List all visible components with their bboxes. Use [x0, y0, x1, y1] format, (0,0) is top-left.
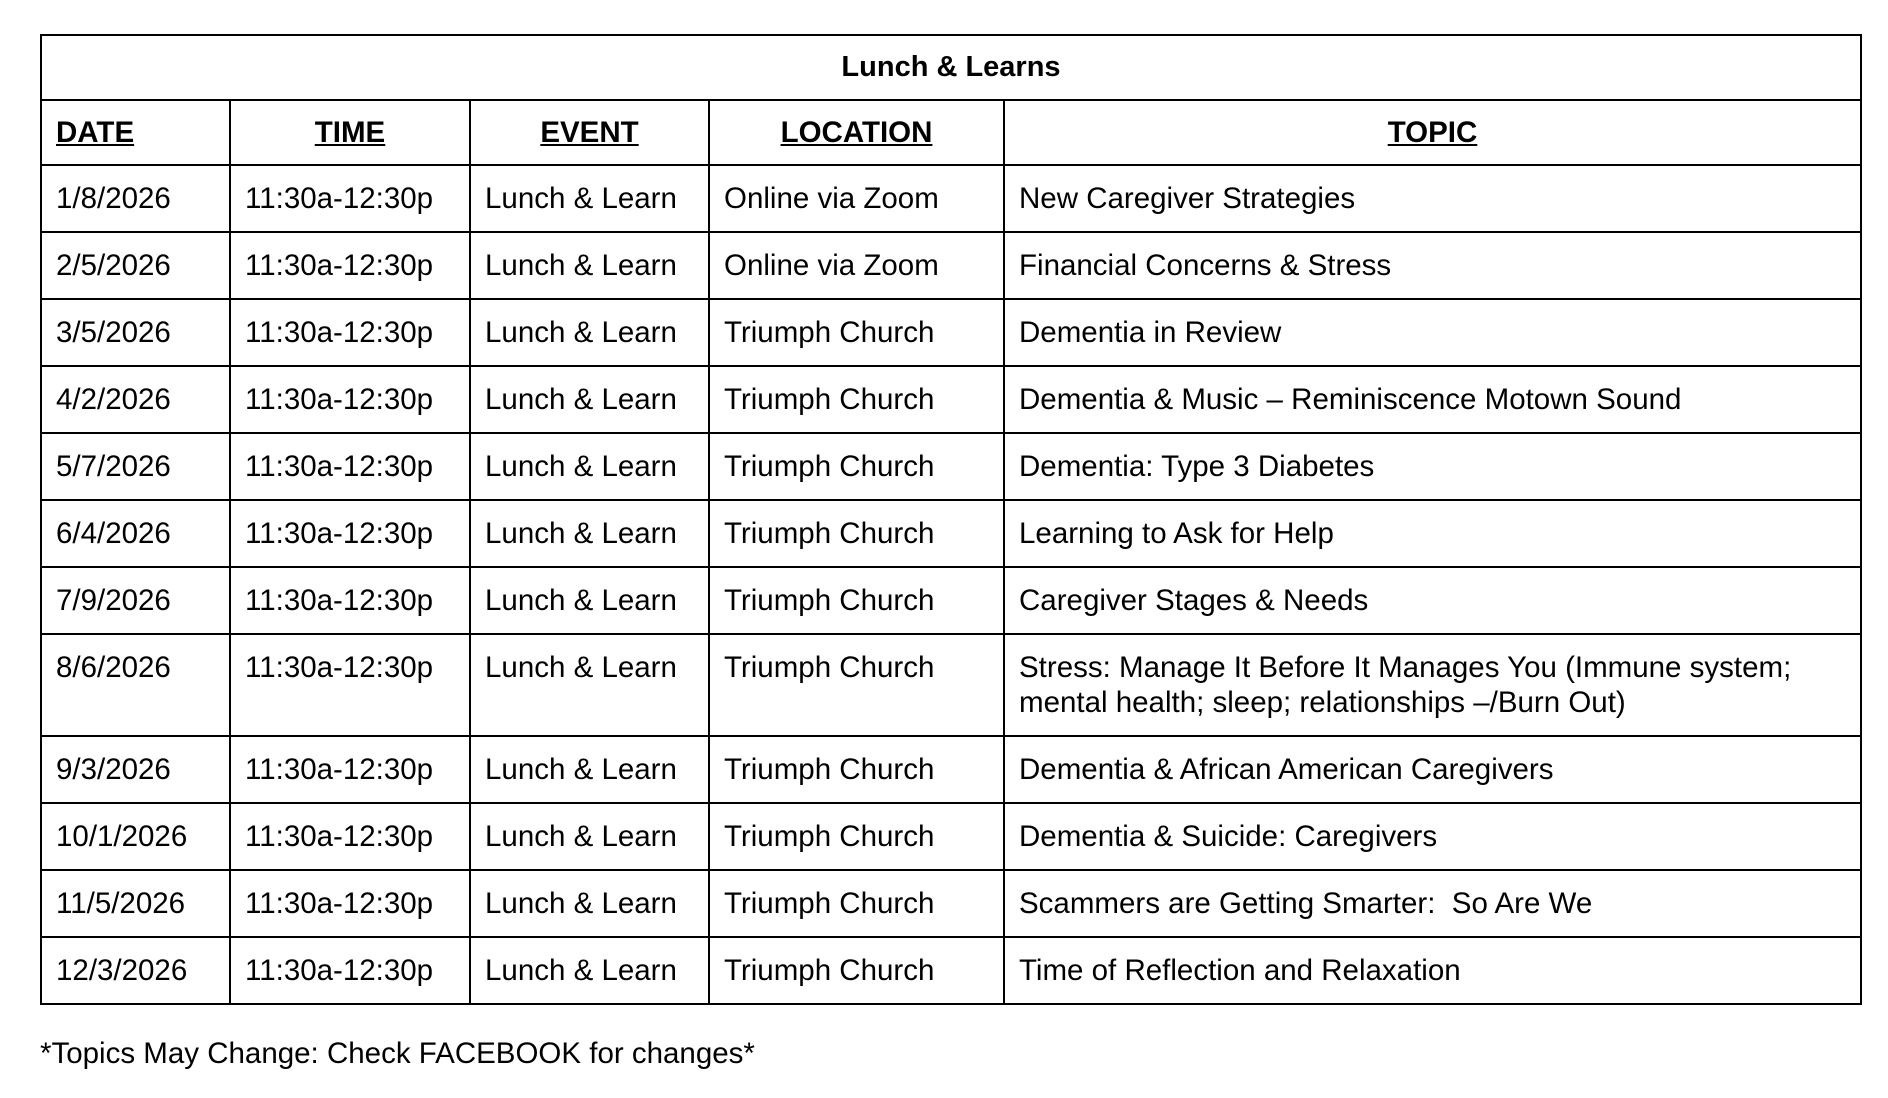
table-row: [41, 299, 1861, 366]
cell-time: 11:30a-12:30p: [230, 937, 470, 1004]
cell-time: 11:30a-12:30p: [230, 500, 470, 567]
table-row: [41, 803, 1861, 870]
cell-event: Lunch & Learn: [470, 232, 709, 299]
cell-location: Triumph Church: [709, 500, 1004, 567]
table-row: [41, 232, 1861, 299]
cell-time: 11:30a-12:30p: [230, 736, 470, 803]
cell-date: 6/4/2026: [41, 500, 230, 567]
cell-event: Lunch & Learn: [470, 736, 709, 803]
cell-topic: Dementia in Review: [1004, 299, 1861, 366]
cell-date: 2/5/2026: [41, 232, 230, 299]
lunch-and-learns-table: [40, 34, 1862, 1005]
cell-event: Lunch & Learn: [470, 299, 709, 366]
cell-time: 11:30a-12:30p: [230, 803, 470, 870]
table-row: [41, 433, 1861, 500]
cell-event: Lunch & Learn: [470, 500, 709, 567]
cell-topic: Dementia & African American Caregivers: [1004, 736, 1861, 803]
table-row: [41, 870, 1861, 937]
table-row: [41, 500, 1861, 567]
cell-date: 3/5/2026: [41, 299, 230, 366]
cell-topic-line: Stress: Manage It Before It Manages You (Immune system;: [1019, 651, 1792, 684]
cell-location: Online via Zoom: [709, 165, 1004, 232]
cell-location: Triumph Church: [709, 567, 1004, 634]
cell-time: 11:30a-12:30p: [230, 232, 470, 299]
cell-topic: Dementia & Music – Reminiscence Motown Sound: [1004, 366, 1861, 433]
cell-topic: Learning to Ask for Help: [1004, 500, 1861, 567]
cell-time: 11:30a-12:30p: [230, 165, 470, 232]
cell-location: Triumph Church: [709, 634, 1004, 736]
header-event: EVENT: [470, 100, 709, 165]
cell-date: 11/5/2026: [41, 870, 230, 937]
cell-date: 12/3/2026: [41, 937, 230, 1004]
table-row: [41, 165, 1861, 232]
cell-location: Triumph Church: [709, 299, 1004, 366]
cell-time: 11:30a-12:30p: [230, 299, 470, 366]
cell-topic: Dementia & Suicide: Caregivers: [1004, 803, 1861, 870]
cell-location: Online via Zoom: [709, 232, 1004, 299]
cell-topic: Financial Concerns & Stress: [1004, 232, 1861, 299]
cell-event: Lunch & Learn: [470, 366, 709, 433]
header-time: TIME: [230, 100, 470, 165]
cell-event: Lunch & Learn: [470, 803, 709, 870]
cell-location: Triumph Church: [709, 433, 1004, 500]
cell-topic: Dementia: Type 3 Diabetes: [1004, 433, 1861, 500]
cell-topic: [1004, 634, 1861, 736]
table-row: [41, 634, 1861, 736]
cell-time: 11:30a-12:30p: [230, 870, 470, 937]
cell-date: 8/6/2026: [41, 634, 230, 736]
cell-time: 11:30a-12:30p: [230, 433, 470, 500]
cell-event: Lunch & Learn: [470, 937, 709, 1004]
cell-event: Lunch & Learn: [470, 567, 709, 634]
cell-location: Triumph Church: [709, 937, 1004, 1004]
cell-event: Lunch & Learn: [470, 433, 709, 500]
table-row: [41, 937, 1861, 1004]
cell-date: 4/2/2026: [41, 366, 230, 433]
cell-location: Triumph Church: [709, 870, 1004, 937]
header-topic: TOPIC: [1004, 100, 1861, 165]
cell-date: 1/8/2026: [41, 165, 230, 232]
header-location: LOCATION: [709, 100, 1004, 165]
cell-topic-line: mental health; sleep; relationships –/Burn Out): [1019, 686, 1626, 719]
cell-topic: Time of Reflection and Relaxation: [1004, 937, 1861, 1004]
cell-location: Triumph Church: [709, 736, 1004, 803]
cell-topic: Caregiver Stages & Needs: [1004, 567, 1861, 634]
cell-topic: New Caregiver Strategies: [1004, 165, 1861, 232]
cell-date: 7/9/2026: [41, 567, 230, 634]
table-title-row: [41, 35, 1861, 100]
table-title: Lunch & Learns: [41, 35, 1861, 100]
table-row: [41, 567, 1861, 634]
cell-date: 5/7/2026: [41, 433, 230, 500]
cell-time: 11:30a-12:30p: [230, 634, 470, 736]
footnote: *Topics May Change: Check FACEBOOK for changes*: [40, 1037, 755, 1070]
cell-event: Lunch & Learn: [470, 165, 709, 232]
table-row: [41, 366, 1861, 433]
cell-time: 11:30a-12:30p: [230, 366, 470, 433]
cell-location: Triumph Church: [709, 366, 1004, 433]
cell-date: 9/3/2026: [41, 736, 230, 803]
cell-topic: Scammers are Getting Smarter: So Are We: [1004, 870, 1861, 937]
cell-event: Lunch & Learn: [470, 634, 709, 736]
header-date: DATE: [41, 100, 230, 165]
table-row: [41, 736, 1861, 803]
cell-time: 11:30a-12:30p: [230, 567, 470, 634]
table-header-row: [41, 100, 1861, 165]
cell-date: 10/1/2026: [41, 803, 230, 870]
cell-event: Lunch & Learn: [470, 870, 709, 937]
cell-location: Triumph Church: [709, 803, 1004, 870]
